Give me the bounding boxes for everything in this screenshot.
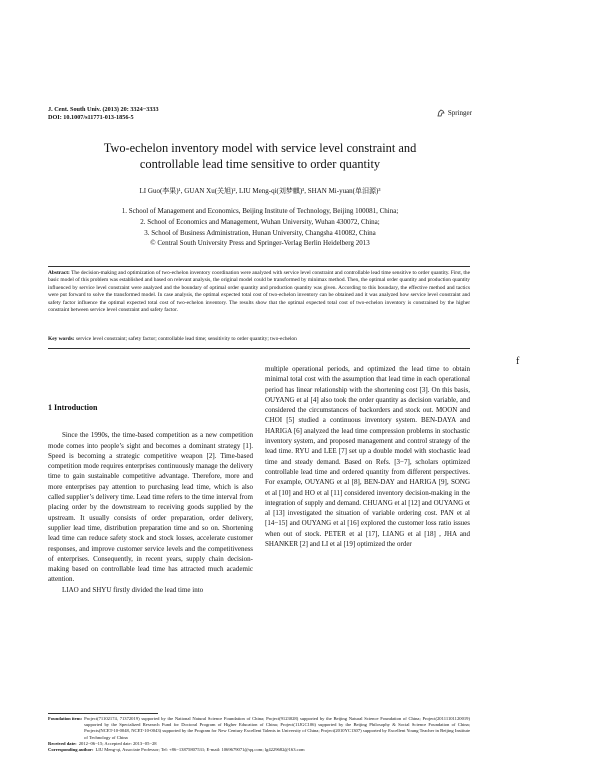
keywords-text: service level constraint; safety factor; controllable lead time; sensitivity to order quantity; two-echelon xyxy=(75,336,297,342)
abstract-label: Abstract: xyxy=(48,270,70,276)
affiliation-1: 1. School of Management and Economics, Beijing Institute of Technology, Beijing 100081, China; xyxy=(121,207,399,215)
footnote-text: LIU Meng-qi, Associate Professor; Tel: +86−13875807531; E-mail: 1069679071@qq.com; lg4229682@163.com xyxy=(95,747,305,753)
footnote-label: Foundation item: xyxy=(48,716,83,721)
footnote-label: Received date: xyxy=(48,740,77,746)
journal-citation: J. Cent. South Univ. (2013) 20: 3324−3333 xyxy=(48,106,159,113)
margin-marker: f xyxy=(516,356,520,367)
affiliation-3: 3. School of Business Administration, Hunan University, Changsha 410082, China xyxy=(144,228,376,237)
right-column xyxy=(265,364,470,549)
footnote-rule xyxy=(48,713,158,714)
author-list: LI Guo(李果)¹, GUAN Xu(关旭)², LIU Meng-qi(刘梦麒)³, SHAN Mi-yuan(单汨源)³ xyxy=(139,187,381,195)
left-column xyxy=(48,364,253,595)
doi: DOI: 10.1007/s11771-013-1856-5 xyxy=(48,114,134,121)
journal-header xyxy=(48,106,159,122)
footnote-foundation xyxy=(48,716,470,741)
divider-bottom xyxy=(48,348,470,349)
springer-horse-icon xyxy=(436,108,446,118)
title-line-2: controllable lead time sensitive to order quantity xyxy=(139,157,381,171)
springer-logo xyxy=(436,108,472,118)
footnotes xyxy=(48,716,470,753)
paragraph: multiple operational periods, and optimized the lead time to obtain minimal total cost with the assumption that lead time in each operational period has linear relationship with the shortening cost [3]. On this basis, OUYANG et al [4] also took the order quantity as decision variable, and considered the circumstances of backorders and stock out. MOON and CHOI [5] studied a continuous inventory system. BEN-DAYA and HARIGA [6] analyzed the lead time compression problems in stochastic inventory system, and proposed management and control strategy of the lead time. RYU and LEE [7] set up a double model with stochastic lead time and steady demand. Based on Refs. [3−7], scholars optimized controllable lead time and ordered quantity from different perspectives. For example, OUYANG et al [8], BEN-DAY and HARIGA [9], SONG et al [10] and HO et al [11] considered inventory decision-making in the integration of supply and demand. CHUANG et al [12] and OUYANG et al [13] investigated the situation of variable ordering cost. PAN et al [14−15] and OUYANG et al [16] explored the customer loss ratio issues when out of stock. PETER et al [17], LIANG et al [18] , JHA and SHANKER [2] and LI et al [19] optimized the order xyxy=(265,365,470,549)
footnote-text: 2012−06−15; Accepted date: 2013−05−28 xyxy=(78,740,157,746)
abstract-text: The decision-making and optimization of two-echelon inventory coordination were analyzed with service level constraint and controllable lead time sensitive to order quantity. First, the basic model of this problem was established and based on relevant analysis, the original model could be transformed by minimax method. Then, the optimal order quantity and production quantity influenced by service level constraint were analyzed and the boundary of optimal order quantity and production quantity was given. According to this boundary, the effective method and tactics were put forward to solve the transformed model. In case analysis, the optimal expected total cost of two-echelon inventory can be obtained and it was analyzed how service level constraint and safety factor influence the optimal expected total cost of two-echelon inventory. The results show that the optimal expected total cost of two-echelon inventory is constrained by the higher constraint between service level constraint and safety factor. xyxy=(48,270,470,314)
springer-wordmark: Springer xyxy=(447,109,472,117)
copyright-notice: © Central South University Press and Springer-Verlag Berlin Heidelberg 2013 xyxy=(150,239,370,248)
footnote-label: Corresponding author: xyxy=(48,747,94,753)
abstract xyxy=(48,270,470,314)
footnote-author xyxy=(48,747,470,753)
affiliations xyxy=(60,206,460,249)
paragraph: Since the 1990s, the time-based competition as a new competition mode comes into people’s sight and becomes a dominant strategy [1]. Speed is becoming a strategic competitive weapon [2]. Time-based competition mode requires enterprises continuously manage the delivery time to gain sustainable competitive advantage. Therefore, more and more enterprises pay attention to purchasing lead time, which is also called supplier’s delivery time. Lead time refers to the time interval from placing order by the downstream to receiving goods supplied by the upstream. It usually consists of order preparation, order delivery, supplier lead time, distribution preparation time and so on. Shortening lead time can reduce safety stock and stock losses, accelerate customer responses, and improve customer service levels and the competitiveness of enterprises. Consequently, in recent years, supply chain decision-making based on controllable lead time has attracted much academic attention. xyxy=(48,431,253,584)
keywords-label: Key words: xyxy=(48,336,75,342)
keywords xyxy=(48,336,470,343)
affiliation-2: 2. School of Economics and Management, Wuhan University, Wuhan 430072, China; xyxy=(140,217,380,226)
title-line-1: Two-echelon inventory model with service level constraint and xyxy=(103,141,417,155)
paper-title xyxy=(60,140,460,172)
paragraph: LIAO and SHYU firstly divided the lead time into xyxy=(62,585,204,594)
section-heading: 1 Introduction xyxy=(48,403,98,412)
footnote-text: Project(71102174, 71372019) supported by the National Natural Science Foundation of China; Project(9123028) supported by the Beijing Natural Science Foundation of China; Project(20111101120019) supported by the Specialized Research Fund for Doctoral Program of Higher Education of China; Project(11JGC106) supported by the Beijing Philosophy & Social Science Foundation of China; Projects(NCET-10-0048, NCET-10-0043) supported by the Program for New Century Excellent Talents in University of China; Project(2010YC1307) supported by Excellent Young Teacher in Beijing Institute of Technology of China xyxy=(84,716,470,740)
divider-top xyxy=(48,266,470,267)
